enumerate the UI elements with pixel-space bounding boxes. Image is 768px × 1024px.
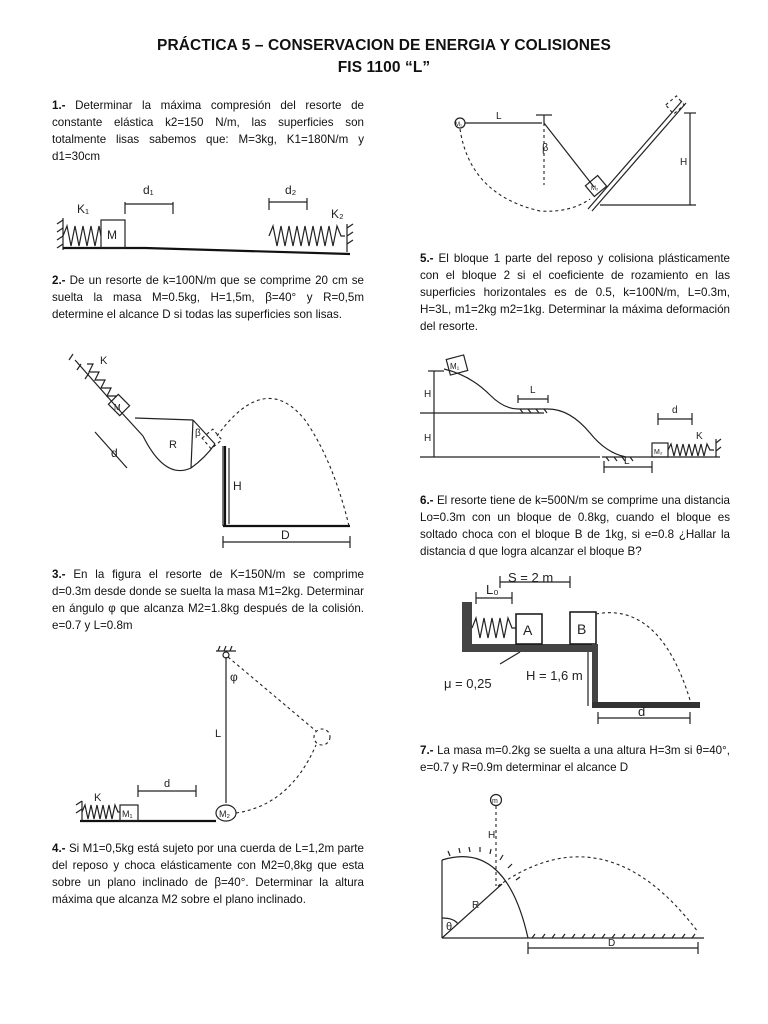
spring-k <box>668 444 714 456</box>
spring-k1 <box>63 226 101 246</box>
label-phi: φ <box>230 670 238 684</box>
problem-number: 6.- <box>420 494 434 507</box>
label-r: R <box>472 900 480 911</box>
problem-text: Determinar la máxima compresión del resorte de constante elástica k2=150 N/m, las superficies son totalmente lisas sabemos que: M=3kg, K1=180N/m y d1=30cm <box>52 99 364 163</box>
label-l2: L <box>624 456 630 467</box>
label-h1: H <box>424 389 432 400</box>
spring-k <box>82 805 120 819</box>
label-d1: d₁ <box>143 183 154 197</box>
label-theta: θ <box>446 921 453 933</box>
label-l: L <box>215 728 222 740</box>
figure-4 <box>450 95 710 240</box>
problem-text: En la figura el resorte de K=150N/m se comprime d=0.3m desde donde se suelta la masa M1=2kg. Determinar en ángulo φ que alcanza M2=1.8kg después de la colisión. e=0.7 y L=0.8m <box>52 568 364 632</box>
label-a: A <box>523 622 533 638</box>
label-beta: β <box>542 142 549 154</box>
problem-text: La masa m=0.2kg se suelta a una altura H=3m si θ=40°, e=0.7 y R=0.9m determinar el alcance D <box>420 744 730 774</box>
label-d2: d₂ <box>285 183 297 197</box>
label-m2: M₂ <box>654 449 663 456</box>
label-beta: β <box>195 428 201 439</box>
problem-6 <box>420 492 730 560</box>
label-d: d <box>164 778 171 790</box>
label-m2: M₂ <box>219 809 230 819</box>
label-m1: M₁ <box>450 362 460 371</box>
label-s: S = 2 m <box>508 570 554 585</box>
problem-4 <box>52 840 364 908</box>
figure-7 <box>436 790 716 960</box>
figure-2 <box>65 340 365 555</box>
label-k2: K₂ <box>331 207 344 221</box>
label-h: H <box>233 479 242 493</box>
label-d: d <box>638 704 646 719</box>
label-m: M <box>114 403 121 412</box>
problem-number: 7.- <box>420 744 434 757</box>
label-h: H = 1,6 m <box>526 668 583 683</box>
problem-number: 2.- <box>52 274 66 287</box>
label-dd: D <box>281 528 290 542</box>
label-mu: μ = 0,25 <box>444 676 492 691</box>
problem-text: El bloque 1 parte del reposo y colisiona plásticamente con el bloque 2 si el coeficiente de rozamiento en las superficies horizontales es de 0.5, k=100N/m, L=0.3m, H=3L, m1=2kg m2=1kg. Determinar la máxima deformación del resorte. <box>420 252 730 333</box>
page-subtitle: FIS 1100 “L” <box>337 59 431 76</box>
label-b: B <box>577 621 587 637</box>
label-k: K <box>94 792 102 804</box>
spring-k2 <box>269 226 345 246</box>
spring-a <box>472 618 516 638</box>
problem-number: 1.- <box>52 99 66 112</box>
problem-number: 5.- <box>420 252 434 265</box>
label-m1: M₁ <box>455 122 463 128</box>
label-h: H <box>488 830 496 841</box>
problem-1 <box>52 97 364 165</box>
label-k1: K₁ <box>77 202 90 216</box>
problem-7 <box>420 742 730 776</box>
figure-5 <box>420 355 730 475</box>
label-k: K <box>696 431 703 442</box>
figure-6 <box>440 572 705 732</box>
problem-number: 4.- <box>52 842 66 855</box>
figure-1 <box>55 180 365 260</box>
problem-text: De un resorte de k=100N/m que se comprime 20 cm se suelta la masa M=0.5kg, H=1,5m, β=40° y R=0,5m determine el alcance D si todas las superficies son lisas. <box>52 274 364 321</box>
label-m2: M₂ <box>591 186 599 192</box>
label-l: L <box>496 111 502 122</box>
problem-3 <box>52 566 364 634</box>
label-h2: H <box>424 433 432 444</box>
label-d: d <box>672 405 678 416</box>
problem-text: Si M1=0,5kg está sujeto por una cuerda de L=1,2m parte del reposo y choca elásticamente con M2=0,8kg que esta sobre un plano inclinado de β=40°. Determinar la altura máxima que alcanza M2 sobre el plano inclinado. <box>52 842 364 906</box>
page-title: PRÁCTICA 5 – CONSERVACION DE ENERGIA Y COLISIONES <box>157 37 611 54</box>
figure-3 <box>70 645 360 825</box>
label-m: m <box>492 798 498 805</box>
label-d: d <box>111 446 118 460</box>
problem-number: 3.- <box>52 568 66 581</box>
problem-5 <box>420 250 730 335</box>
problem-text: El resorte tiene de k=500N/m se comprime una distancia Lo=0.3m con un bloque de 0.8kg, cuando el bloque es soltado choca con el bloque B de 1kg, si e=0.8 ¿Hallar la distancia d que logra alcanzar el bloque B? <box>420 494 730 558</box>
label-h: H <box>680 157 688 168</box>
label-m: M <box>107 228 117 242</box>
label-k: K <box>100 355 108 367</box>
label-l1: L <box>530 385 536 396</box>
label-lo: L₀ <box>486 582 499 597</box>
label-m1: M₁ <box>122 809 133 819</box>
problem-2 <box>52 272 364 323</box>
label-d: D <box>608 938 616 949</box>
label-r: R <box>169 439 177 451</box>
